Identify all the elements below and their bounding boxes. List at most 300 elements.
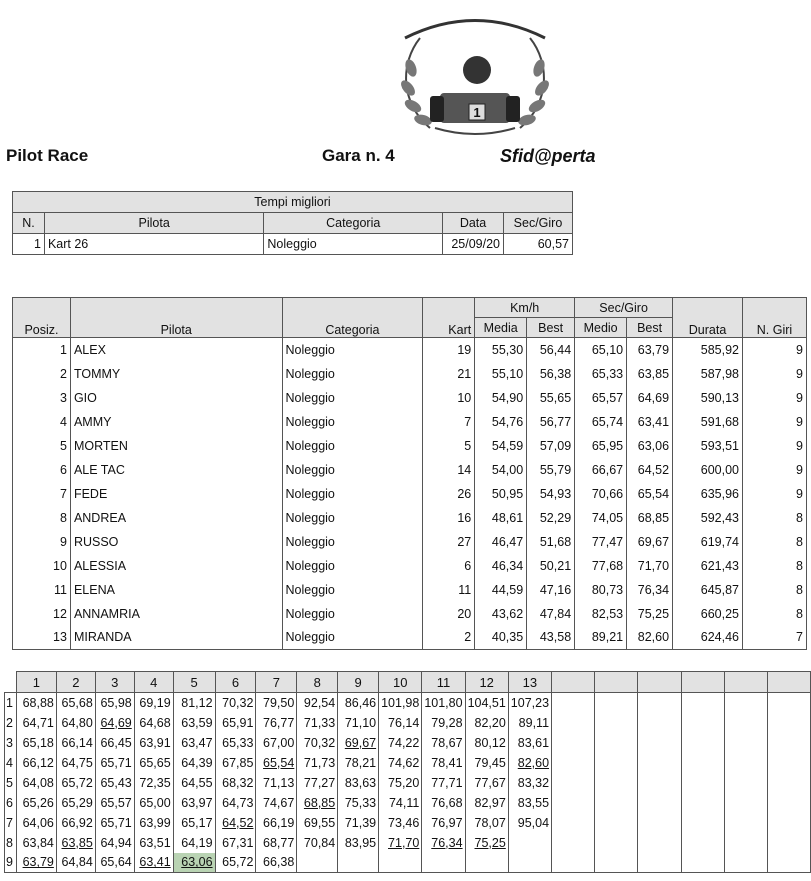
cell: 7 xyxy=(13,482,71,506)
lap-time-cell: 82,97 xyxy=(465,793,508,813)
cell: Noleggio xyxy=(282,434,423,458)
lap-time-cell: 64,68 xyxy=(134,713,173,733)
lap-time-cell: 65,00 xyxy=(134,793,173,813)
cell: 48,61 xyxy=(475,506,527,530)
race-name: Sfid@perta xyxy=(500,146,596,166)
empty-cell xyxy=(638,713,681,733)
cell: 55,10 xyxy=(475,362,527,386)
lap-time-cell: 76,77 xyxy=(256,713,297,733)
table-row xyxy=(5,733,811,753)
cell: 54,76 xyxy=(475,410,527,434)
lap-time-cell: 79,45 xyxy=(465,753,508,773)
table-row xyxy=(5,853,811,873)
column-header: Kart xyxy=(423,298,475,338)
cell: 4 xyxy=(13,410,71,434)
lap-time-cell: 63,97 xyxy=(173,793,215,813)
lap-time-cell: 78,41 xyxy=(422,753,465,773)
column-header: Pilota xyxy=(44,213,263,234)
cell: 624,46 xyxy=(673,626,743,650)
lap-time-cell: 83,95 xyxy=(338,833,379,853)
lap-time-cell: 76,68 xyxy=(422,793,465,813)
lap-time-cell: 71,70 xyxy=(379,833,422,853)
corner-cell xyxy=(5,672,17,693)
cell: 68,85 xyxy=(627,506,673,530)
lap-time-cell: 78,07 xyxy=(465,813,508,833)
empty-cell xyxy=(638,753,681,773)
empty-cell xyxy=(767,773,810,793)
cell: 80,73 xyxy=(575,578,627,602)
lap-time-cell: 63,06 xyxy=(173,853,215,873)
cell: 6 xyxy=(423,554,475,578)
lap-time-cell xyxy=(465,853,508,873)
lap-time-cell: 70,84 xyxy=(297,833,338,853)
empty-cell xyxy=(724,833,767,853)
lap-time-cell: 65,54 xyxy=(256,753,297,773)
cell: 46,47 xyxy=(475,530,527,554)
cell: 54,90 xyxy=(475,386,527,410)
cell: 7 xyxy=(423,410,475,434)
cell: 70,66 xyxy=(575,482,627,506)
empty-header xyxy=(767,672,810,693)
cell: 54,00 xyxy=(475,458,527,482)
empty-cell xyxy=(681,793,724,813)
cell: 74,05 xyxy=(575,506,627,530)
cell: 8 xyxy=(742,530,806,554)
column-header: Categoria xyxy=(282,298,423,338)
lap-time-cell: 69,67 xyxy=(338,733,379,753)
cell: 8 xyxy=(742,554,806,578)
lap-time-cell: 74,67 xyxy=(256,793,297,813)
lap-time-cell xyxy=(508,833,551,853)
lap-time-cell: 65,71 xyxy=(95,753,134,773)
lap-time-cell: 67,00 xyxy=(256,733,297,753)
empty-cell xyxy=(681,733,724,753)
column-header: 7 xyxy=(256,672,297,693)
table-row xyxy=(5,833,811,853)
page-title: Pilot Race xyxy=(6,146,89,165)
lap-time-cell: 70,32 xyxy=(297,733,338,753)
lap-time-cell: 101,80 xyxy=(422,693,465,713)
table-row xyxy=(13,578,807,602)
column-header: Media xyxy=(475,318,527,338)
lap-time-cell: 68,32 xyxy=(215,773,256,793)
cell: 66,67 xyxy=(575,458,627,482)
empty-header xyxy=(724,672,767,693)
lap-time-cell: 64,71 xyxy=(16,713,56,733)
lap-time-cell: 64,55 xyxy=(173,773,215,793)
cell: 585,92 xyxy=(673,338,743,362)
table-row xyxy=(13,234,573,255)
lap-time-cell: 95,04 xyxy=(508,813,551,833)
cell: 26 xyxy=(423,482,475,506)
empty-cell xyxy=(552,713,595,733)
empty-cell xyxy=(595,773,638,793)
column-header: 3 xyxy=(95,672,134,693)
lap-time-cell: 67,31 xyxy=(215,833,256,853)
cell: 63,06 xyxy=(627,434,673,458)
cell: 56,38 xyxy=(527,362,575,386)
empty-cell xyxy=(681,853,724,873)
cell: 593,51 xyxy=(673,434,743,458)
empty-cell xyxy=(595,733,638,753)
lap-number: 6 xyxy=(5,793,17,813)
lap-time-cell: 73,46 xyxy=(379,813,422,833)
column-header: 6 xyxy=(215,672,256,693)
cell: 65,74 xyxy=(575,410,627,434)
cell: 591,68 xyxy=(673,410,743,434)
lap-time-cell: 65,29 xyxy=(56,793,95,813)
column-header: 5 xyxy=(173,672,215,693)
empty-cell xyxy=(767,733,810,753)
lap-times-table xyxy=(4,671,811,873)
happy-valley-logo xyxy=(395,8,555,140)
cell: Noleggio xyxy=(282,530,423,554)
cell: Noleggio xyxy=(282,602,423,626)
cell: ALEX xyxy=(70,338,282,362)
empty-cell xyxy=(724,733,767,753)
cell: 621,43 xyxy=(673,554,743,578)
lap-number: 3 xyxy=(5,733,17,753)
cell: 77,68 xyxy=(575,554,627,578)
table-row xyxy=(13,506,807,530)
lap-time-cell: 63,85 xyxy=(56,833,95,853)
lap-time-cell xyxy=(338,853,379,873)
lap-time-cell: 65,64 xyxy=(95,853,134,873)
cell: 57,09 xyxy=(527,434,575,458)
cell: 71,70 xyxy=(627,554,673,578)
column-header: 11 xyxy=(422,672,465,693)
cell: Noleggio xyxy=(282,338,423,362)
empty-cell xyxy=(767,853,810,873)
lap-time-cell: 81,12 xyxy=(173,693,215,713)
lap-time-cell: 63,91 xyxy=(134,733,173,753)
group-header-sec: Sec/Giro xyxy=(575,298,673,318)
empty-cell xyxy=(681,713,724,733)
lap-time-cell: 65,57 xyxy=(95,793,134,813)
cell: 54,93 xyxy=(527,482,575,506)
table-row xyxy=(13,362,807,386)
column-header: N. Giri xyxy=(742,298,806,338)
empty-cell xyxy=(767,813,810,833)
cell: 64,69 xyxy=(627,386,673,410)
lap-number: 8 xyxy=(5,833,17,853)
cell: 9 xyxy=(742,410,806,434)
empty-cell xyxy=(681,833,724,853)
cell: 47,16 xyxy=(527,578,575,602)
race-number: Gara n. 4 xyxy=(322,146,395,165)
empty-header xyxy=(552,672,595,693)
empty-cell xyxy=(595,713,638,733)
table-row xyxy=(13,482,807,506)
cell: 76,34 xyxy=(627,578,673,602)
best-times-table xyxy=(12,191,573,255)
lap-time-cell: 80,12 xyxy=(465,733,508,753)
cell: 55,65 xyxy=(527,386,575,410)
empty-cell xyxy=(595,753,638,773)
lap-time-cell: 83,32 xyxy=(508,773,551,793)
cell: 5 xyxy=(13,434,71,458)
lap-time-cell: 75,33 xyxy=(338,793,379,813)
cell: Noleggio xyxy=(282,554,423,578)
lap-number: 7 xyxy=(5,813,17,833)
lap-time-cell: 82,20 xyxy=(465,713,508,733)
empty-cell xyxy=(552,693,595,713)
lap-time-cell: 65,26 xyxy=(16,793,56,813)
cell: RUSSO xyxy=(70,530,282,554)
table-row xyxy=(13,554,807,578)
lap-time-cell: 66,92 xyxy=(56,813,95,833)
lap-time-cell: 78,21 xyxy=(338,753,379,773)
lap-time-cell: 104,51 xyxy=(465,693,508,713)
cell: 11 xyxy=(13,578,71,602)
cell: 56,77 xyxy=(527,410,575,434)
table-row xyxy=(13,626,807,650)
empty-cell xyxy=(638,773,681,793)
cell: 63,41 xyxy=(627,410,673,434)
cell: 89,21 xyxy=(575,626,627,650)
cell: Kart 26 xyxy=(44,234,263,255)
empty-cell xyxy=(552,833,595,853)
lap-time-cell: 101,98 xyxy=(379,693,422,713)
lap-time-cell xyxy=(379,853,422,873)
empty-cell xyxy=(767,793,810,813)
cell: MORTEN xyxy=(70,434,282,458)
lap-time-cell: 64,19 xyxy=(173,833,215,853)
column-header: Categoria xyxy=(264,213,443,234)
lap-time-cell: 68,85 xyxy=(297,793,338,813)
cell: 65,10 xyxy=(575,338,627,362)
lap-time-cell: 63,84 xyxy=(16,833,56,853)
cell: 592,43 xyxy=(673,506,743,530)
cell: 14 xyxy=(423,458,475,482)
lap-time-cell: 64,75 xyxy=(56,753,95,773)
lap-time-cell: 71,10 xyxy=(338,713,379,733)
lap-time-cell: 66,14 xyxy=(56,733,95,753)
table-row xyxy=(13,434,807,458)
column-header: 12 xyxy=(465,672,508,693)
cell: 56,44 xyxy=(527,338,575,362)
table-row xyxy=(13,530,807,554)
column-header: Durata xyxy=(673,298,743,338)
cell: 9 xyxy=(742,458,806,482)
cell: ANDREA xyxy=(70,506,282,530)
ranking-table xyxy=(12,297,807,650)
cell: 77,47 xyxy=(575,530,627,554)
empty-cell xyxy=(552,733,595,753)
cell: Noleggio xyxy=(264,234,443,255)
lap-time-cell: 74,62 xyxy=(379,753,422,773)
cell: Noleggio xyxy=(282,458,423,482)
cell: ELENA xyxy=(70,578,282,602)
cell: 65,33 xyxy=(575,362,627,386)
cell: 50,95 xyxy=(475,482,527,506)
empty-cell xyxy=(595,833,638,853)
best-times-title: Tempi migliori xyxy=(13,192,573,213)
column-header: Best xyxy=(527,318,575,338)
cell: Noleggio xyxy=(282,578,423,602)
lap-time-cell xyxy=(508,853,551,873)
empty-cell xyxy=(767,833,810,853)
lap-time-cell: 76,14 xyxy=(379,713,422,733)
empty-cell xyxy=(552,793,595,813)
column-header: Best xyxy=(627,318,673,338)
cell: 16 xyxy=(423,506,475,530)
cell: 47,84 xyxy=(527,602,575,626)
cell: 55,30 xyxy=(475,338,527,362)
cell: 40,35 xyxy=(475,626,527,650)
cell: MIRANDA xyxy=(70,626,282,650)
empty-cell xyxy=(638,693,681,713)
lap-time-cell xyxy=(297,853,338,873)
lap-time-cell: 63,79 xyxy=(16,853,56,873)
cell: 65,95 xyxy=(575,434,627,458)
empty-cell xyxy=(595,693,638,713)
cell: 65,54 xyxy=(627,482,673,506)
cell: ANNAMRIA xyxy=(70,602,282,626)
empty-cell xyxy=(724,713,767,733)
cell: 8 xyxy=(742,578,806,602)
empty-cell xyxy=(552,773,595,793)
column-header: Pilota xyxy=(70,298,282,338)
lap-time-cell: 65,72 xyxy=(215,853,256,873)
lap-time-cell: 65,43 xyxy=(95,773,134,793)
lap-time-cell: 79,50 xyxy=(256,693,297,713)
table-row xyxy=(5,773,811,793)
cell: 64,52 xyxy=(627,458,673,482)
lap-time-cell: 65,18 xyxy=(16,733,56,753)
empty-cell xyxy=(724,793,767,813)
lap-time-cell: 83,55 xyxy=(508,793,551,813)
empty-cell xyxy=(595,853,638,873)
column-header: 2 xyxy=(56,672,95,693)
lap-time-cell: 63,59 xyxy=(173,713,215,733)
cell: 6 xyxy=(13,458,71,482)
lap-time-cell: 65,72 xyxy=(56,773,95,793)
lap-time-cell: 66,45 xyxy=(95,733,134,753)
lap-time-cell: 83,63 xyxy=(338,773,379,793)
empty-cell xyxy=(638,793,681,813)
lap-number: 5 xyxy=(5,773,17,793)
lap-time-cell: 63,47 xyxy=(173,733,215,753)
column-header: 9 xyxy=(338,672,379,693)
cell: ALE TAC xyxy=(70,458,282,482)
lap-time-cell: 64,08 xyxy=(16,773,56,793)
cell: Noleggio xyxy=(282,410,423,434)
cell: 69,67 xyxy=(627,530,673,554)
empty-cell xyxy=(638,833,681,853)
table-row xyxy=(5,693,811,713)
cell: 63,85 xyxy=(627,362,673,386)
lap-time-cell: 64,69 xyxy=(95,713,134,733)
column-header: 4 xyxy=(134,672,173,693)
cell: 19 xyxy=(423,338,475,362)
cell: 9 xyxy=(742,482,806,506)
empty-cell xyxy=(767,693,810,713)
empty-cell xyxy=(767,753,810,773)
column-header: 1 xyxy=(16,672,56,693)
svg-text:1: 1 xyxy=(473,105,481,120)
empty-cell xyxy=(724,693,767,713)
empty-cell xyxy=(724,853,767,873)
cell: TOMMY xyxy=(70,362,282,386)
cell: Noleggio xyxy=(282,506,423,530)
empty-cell xyxy=(767,713,810,733)
cell: 10 xyxy=(13,554,71,578)
lap-time-cell: 65,98 xyxy=(95,693,134,713)
lap-time-cell: 77,27 xyxy=(297,773,338,793)
lap-time-cell: 63,41 xyxy=(134,853,173,873)
lap-time-cell: 65,33 xyxy=(215,733,256,753)
lap-time-cell: 68,88 xyxy=(16,693,56,713)
lap-time-cell: 72,35 xyxy=(134,773,173,793)
cell: 635,96 xyxy=(673,482,743,506)
lap-time-cell: 64,80 xyxy=(56,713,95,733)
cell: 587,98 xyxy=(673,362,743,386)
cell: 20 xyxy=(423,602,475,626)
cell: 7 xyxy=(742,626,806,650)
cell: 8 xyxy=(742,602,806,626)
column-header: N. xyxy=(13,213,45,234)
lap-time-cell: 92,54 xyxy=(297,693,338,713)
lap-time-cell: 68,77 xyxy=(256,833,297,853)
lap-time-cell: 74,11 xyxy=(379,793,422,813)
column-header: Medio xyxy=(575,318,627,338)
cell: 27 xyxy=(423,530,475,554)
lap-number: 2 xyxy=(5,713,17,733)
cell: 13 xyxy=(13,626,71,650)
column-header: Sec/Giro xyxy=(504,213,573,234)
cell: 51,68 xyxy=(527,530,575,554)
cell: 9 xyxy=(742,362,806,386)
table-row xyxy=(13,458,807,482)
lap-time-cell: 65,17 xyxy=(173,813,215,833)
lap-time-cell: 71,33 xyxy=(297,713,338,733)
cell: 2 xyxy=(423,626,475,650)
cell: 55,79 xyxy=(527,458,575,482)
lap-time-cell: 82,60 xyxy=(508,753,551,773)
cell: 44,59 xyxy=(475,578,527,602)
cell: 82,53 xyxy=(575,602,627,626)
cell: 9 xyxy=(742,434,806,458)
empty-cell xyxy=(681,813,724,833)
lap-time-cell: 70,32 xyxy=(215,693,256,713)
lap-time-cell: 77,67 xyxy=(465,773,508,793)
lap-time-cell: 89,11 xyxy=(508,713,551,733)
lap-time-cell: 83,61 xyxy=(508,733,551,753)
table-row xyxy=(5,793,811,813)
table-row xyxy=(5,753,811,773)
cell: 9 xyxy=(13,530,71,554)
cell: 590,13 xyxy=(673,386,743,410)
lap-time-cell: 64,73 xyxy=(215,793,256,813)
column-header: 8 xyxy=(297,672,338,693)
cell: 12 xyxy=(13,602,71,626)
empty-header xyxy=(638,672,681,693)
cell: 10 xyxy=(423,386,475,410)
lap-time-cell: 107,23 xyxy=(508,693,551,713)
empty-cell xyxy=(681,753,724,773)
cell: Noleggio xyxy=(282,482,423,506)
cell: 43,58 xyxy=(527,626,575,650)
cell: 63,79 xyxy=(627,338,673,362)
table-row xyxy=(5,813,811,833)
cell: 11 xyxy=(423,578,475,602)
cell: 54,59 xyxy=(475,434,527,458)
table-row xyxy=(13,386,807,410)
lap-time-cell: 69,55 xyxy=(297,813,338,833)
lap-time-cell: 65,71 xyxy=(95,813,134,833)
cell: ALESSIA xyxy=(70,554,282,578)
